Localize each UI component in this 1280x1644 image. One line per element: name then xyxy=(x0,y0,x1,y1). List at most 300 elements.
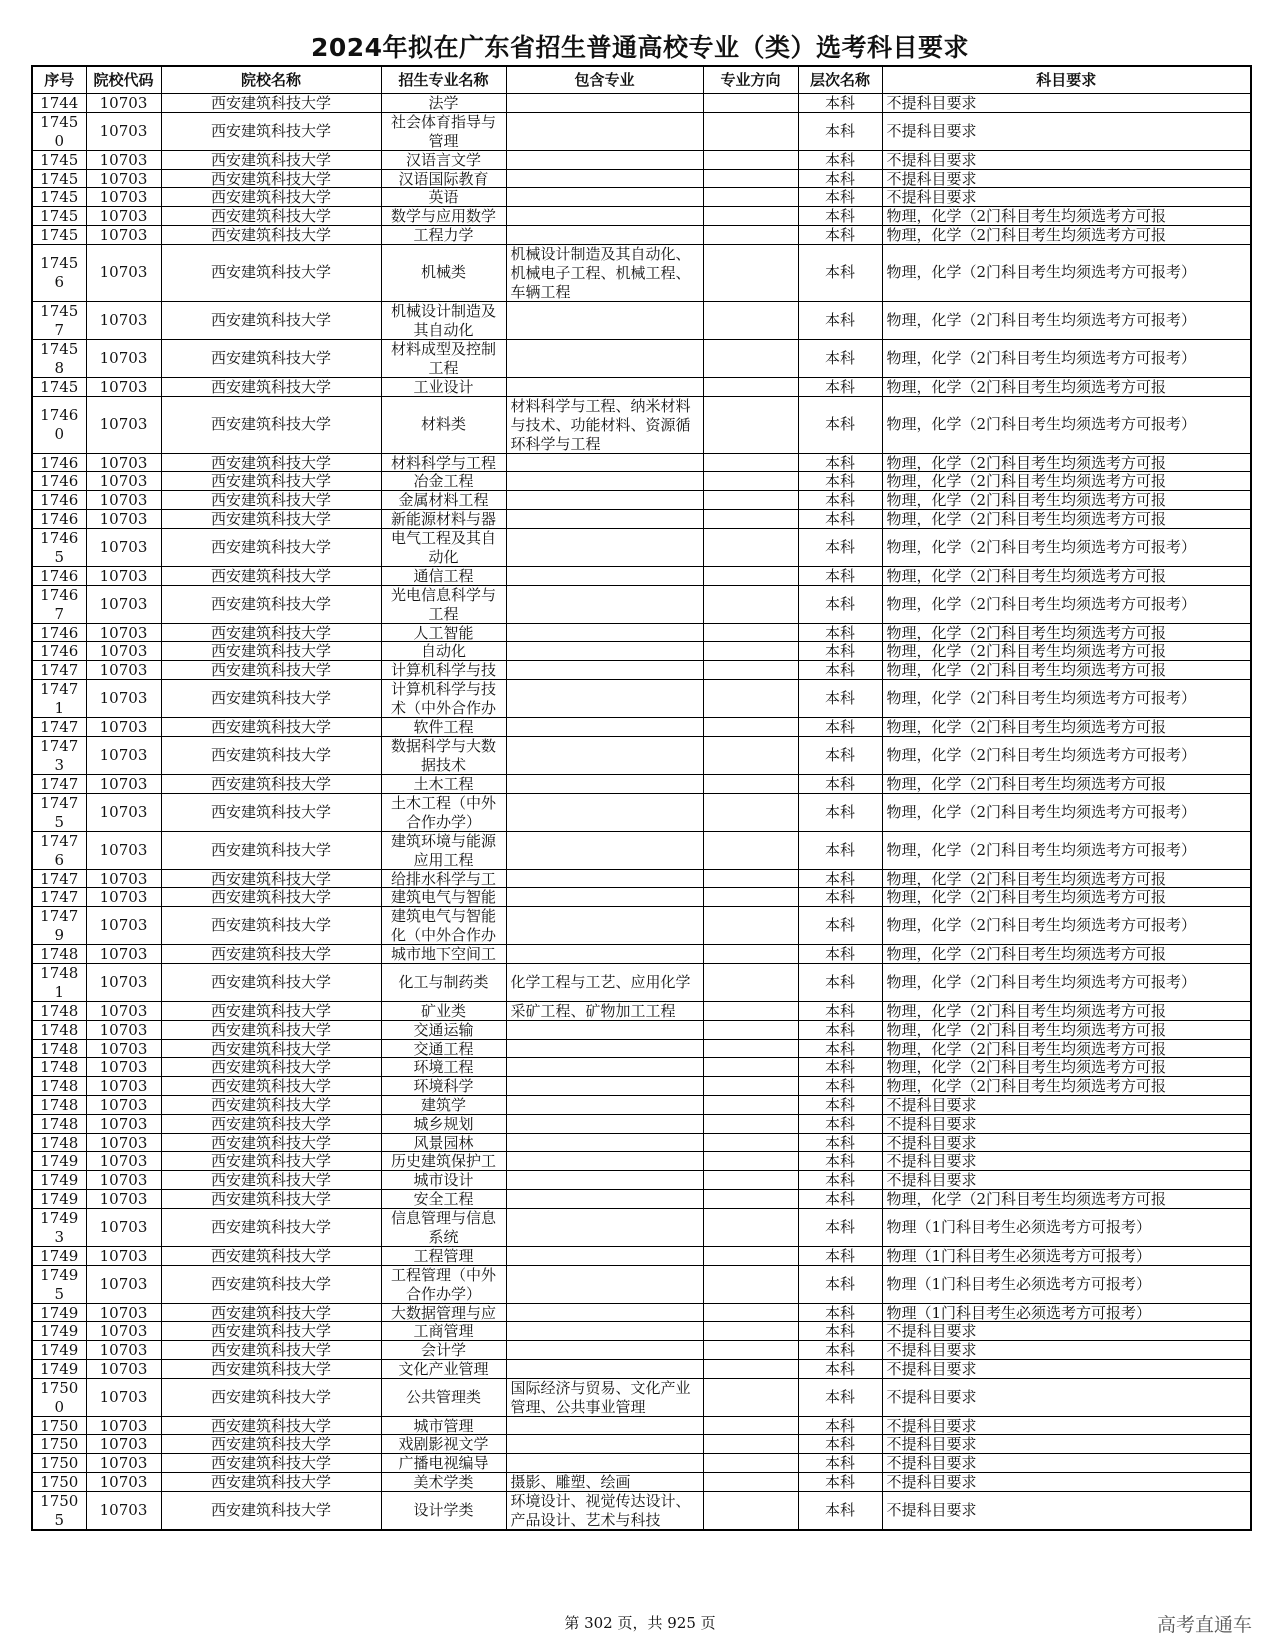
table-cell xyxy=(32,963,86,1001)
cell-text: 数据科学与大数据技术 xyxy=(390,736,496,774)
table-cell xyxy=(32,112,86,150)
table-cell xyxy=(32,1473,86,1492)
cell-text: 本科 xyxy=(824,1416,855,1435)
table-row xyxy=(32,1303,1251,1322)
table-cell xyxy=(86,472,161,491)
table-cell xyxy=(798,207,882,226)
cell-text: 西安建筑科技大学 xyxy=(210,377,331,396)
cell-text: 10703 xyxy=(99,1114,148,1133)
table-cell xyxy=(161,528,381,566)
table-cell xyxy=(161,1359,381,1378)
cell-text: 矿业类 xyxy=(420,1001,466,1020)
table-cell xyxy=(798,1341,882,1360)
table-cell xyxy=(86,301,161,339)
table-cell xyxy=(506,736,703,774)
table-cell xyxy=(798,169,882,188)
table-cell xyxy=(798,831,882,869)
cell-text: 10703 xyxy=(99,377,148,396)
cell-text: 10703 xyxy=(99,94,148,112)
table-cell xyxy=(798,1171,882,1190)
column-header: 专业方向 xyxy=(703,66,798,94)
table-cell xyxy=(32,453,86,472)
cell-text: 新能源材料与器 xyxy=(390,509,496,528)
cell-text: 17458 xyxy=(40,339,79,377)
cell-text: 本科 xyxy=(824,1152,855,1171)
table-cell xyxy=(161,623,381,642)
cell-text: 交通运输 xyxy=(413,1020,474,1039)
cell-text: 建筑环境与能源应用工程 xyxy=(390,831,496,869)
cell-text: 17450 xyxy=(40,112,79,150)
table-cell xyxy=(381,1152,506,1171)
cell-text: 本科 xyxy=(824,802,855,821)
cell-text: 西安建筑科技大学 xyxy=(210,1387,331,1406)
table-row xyxy=(32,453,1251,472)
table-cell xyxy=(798,509,882,528)
cell-text: 本科 xyxy=(824,453,855,472)
table-cell xyxy=(381,1303,506,1322)
table-cell xyxy=(506,1058,703,1077)
table-cell xyxy=(798,1095,882,1114)
table-cell xyxy=(882,528,1251,566)
table-row xyxy=(32,1359,1251,1378)
cell-text: 计算机科学与技 xyxy=(390,661,496,679)
cell-text: 不提科目要求 xyxy=(886,1133,977,1152)
table-cell xyxy=(161,472,381,491)
table-cell xyxy=(32,661,86,680)
cell-text: 本科 xyxy=(824,94,855,112)
cell-text: 10703 xyxy=(99,207,148,225)
table-cell xyxy=(882,717,1251,736)
table-cell xyxy=(86,907,161,945)
table-cell xyxy=(381,774,506,793)
table-cell xyxy=(506,1473,703,1492)
cell-text: 环境设计、视觉传达设计、产品设计、艺术与科技 xyxy=(510,1491,691,1529)
table-row xyxy=(32,736,1251,774)
cell-text: 不提科目要求 xyxy=(886,150,977,169)
cell-text: 西安建筑科技大学 xyxy=(210,472,331,491)
table-row xyxy=(32,831,1251,869)
cell-text: 物理，化学（2门科目考生均须选考方可报 xyxy=(886,869,1167,888)
cell-text: 西安建筑科技大学 xyxy=(210,1189,331,1208)
cell-text: 物理，化学（2门科目考生均须选考方可报 xyxy=(886,225,1167,244)
cell-text: 10703 xyxy=(99,1171,148,1189)
table-cell xyxy=(381,1322,506,1341)
table-cell xyxy=(381,869,506,888)
table-cell xyxy=(506,377,703,396)
table-cell xyxy=(86,207,161,226)
cell-text: 本科 xyxy=(824,745,855,764)
table-cell xyxy=(32,1039,86,1058)
cell-text: 本科 xyxy=(824,169,855,188)
cell-text: 10703 xyxy=(99,1322,148,1341)
table-cell xyxy=(798,472,882,491)
table-cell xyxy=(506,585,703,623)
table-cell xyxy=(798,1378,882,1416)
cell-text: 不提科目要求 xyxy=(886,1341,977,1359)
cell-text: 10703 xyxy=(99,310,148,329)
table-cell xyxy=(86,188,161,207)
table-cell xyxy=(703,1020,798,1039)
table-cell xyxy=(161,1001,381,1020)
table-cell xyxy=(798,1039,882,1058)
cell-text: 环境科学 xyxy=(413,1077,474,1095)
cell-text: 西安建筑科技大学 xyxy=(210,207,331,225)
table-cell xyxy=(882,736,1251,774)
table-cell xyxy=(506,1322,703,1341)
table-row xyxy=(32,774,1251,793)
table-cell xyxy=(32,244,86,301)
table-cell xyxy=(86,793,161,831)
cell-text: 西安建筑科技大学 xyxy=(210,1454,331,1473)
table-cell xyxy=(703,301,798,339)
cell-text: 10703 xyxy=(99,1133,148,1152)
table-cell xyxy=(703,1341,798,1360)
table-cell xyxy=(381,945,506,964)
table-cell xyxy=(32,831,86,869)
cell-text: 物理，化学（2门科目考生均须选考方可报 xyxy=(886,642,1167,661)
table-cell xyxy=(506,207,703,226)
table-cell xyxy=(32,1077,86,1096)
table-cell xyxy=(32,1359,86,1378)
table-cell xyxy=(32,339,86,377)
cell-text: 物理，化学（2门科目考生均须选考方可报考） xyxy=(886,840,1197,859)
table-cell xyxy=(506,491,703,510)
cell-text: 1748 xyxy=(40,1077,79,1095)
table-cell xyxy=(882,1189,1251,1208)
table-cell xyxy=(32,1133,86,1152)
cell-text: 1750 xyxy=(40,1416,79,1435)
cell-text: 建筑学 xyxy=(420,1095,466,1114)
cell-text: 西安建筑科技大学 xyxy=(210,150,331,169)
cell-text: 西安建筑科技大学 xyxy=(210,121,331,140)
table-cell xyxy=(882,585,1251,623)
cell-text: 本科 xyxy=(824,642,855,661)
cell-text: 10703 xyxy=(99,1473,148,1491)
cell-text: 国际经济与贸易、文化产业管理、公共事业管理 xyxy=(510,1378,691,1416)
table-cell xyxy=(882,377,1251,396)
table-cell xyxy=(703,1114,798,1133)
table-cell xyxy=(32,169,86,188)
cell-text: 材料成型及控制工程 xyxy=(390,339,496,377)
table-row xyxy=(32,1058,1251,1077)
table-cell xyxy=(798,1133,882,1152)
cell-text: 不提科目要求 xyxy=(886,1095,977,1114)
cell-text: 17467 xyxy=(40,585,79,623)
cell-text: 1745 xyxy=(40,207,79,225)
table-cell xyxy=(381,963,506,1001)
table-cell xyxy=(161,377,381,396)
cell-text: 物理，化学（2门科目考生均须选考方可报 xyxy=(886,774,1167,793)
table-cell xyxy=(32,1246,86,1265)
table-cell xyxy=(32,1341,86,1360)
cell-text: 城市管理 xyxy=(413,1416,474,1435)
cell-text: 数学与应用数学 xyxy=(390,207,496,225)
cell-text: 西安建筑科技大学 xyxy=(210,537,331,556)
table-cell xyxy=(882,945,1251,964)
cell-text: 不提科目要求 xyxy=(886,1435,977,1454)
cell-text: 西安建筑科技大学 xyxy=(210,453,331,472)
table-cell xyxy=(32,888,86,907)
table-cell xyxy=(882,491,1251,510)
table-cell xyxy=(86,945,161,964)
cell-text: 建筑电气与智能化（中外合作办 xyxy=(390,907,496,945)
cell-text: 物理（1门科目考生必须选考方可报考） xyxy=(886,1274,1152,1293)
column-header: 序号 xyxy=(32,66,86,94)
table-cell xyxy=(703,1265,798,1303)
cell-text: 西安建筑科技大学 xyxy=(210,661,331,679)
table-cell xyxy=(506,1189,703,1208)
table-cell xyxy=(703,225,798,244)
table-cell xyxy=(506,566,703,585)
table-cell xyxy=(381,1491,506,1530)
table-cell xyxy=(161,1095,381,1114)
table-cell xyxy=(161,661,381,680)
table-cell xyxy=(86,1020,161,1039)
table-cell xyxy=(703,1416,798,1435)
table-cell xyxy=(703,1359,798,1378)
cell-text: 不提科目要求 xyxy=(886,1152,977,1171)
cell-text: 本科 xyxy=(824,491,855,509)
cell-text: 土木工程（中外合作办学） xyxy=(390,793,496,831)
table-cell xyxy=(882,1303,1251,1322)
table-cell xyxy=(86,1303,161,1322)
cell-text: 17475 xyxy=(40,793,79,831)
table-cell xyxy=(798,623,882,642)
table-cell xyxy=(882,1095,1251,1114)
table-cell xyxy=(161,1491,381,1530)
cell-text: 物理，化学（2门科目考生均须选考方可报考） xyxy=(886,745,1197,764)
table-cell xyxy=(703,1039,798,1058)
cell-text: 西安建筑科技大学 xyxy=(210,491,331,509)
table-cell xyxy=(381,1077,506,1096)
table-cell xyxy=(798,1189,882,1208)
table-cell xyxy=(381,642,506,661)
table-cell xyxy=(882,623,1251,642)
table-cell xyxy=(381,453,506,472)
table-row xyxy=(32,301,1251,339)
table-cell xyxy=(161,509,381,528)
table-cell xyxy=(703,339,798,377)
table-cell xyxy=(798,1491,882,1530)
table-cell xyxy=(381,150,506,169)
table-cell xyxy=(32,1322,86,1341)
table-cell xyxy=(703,1473,798,1492)
table-cell xyxy=(506,1435,703,1454)
table-cell xyxy=(798,94,882,113)
cell-text: 西安建筑科技大学 xyxy=(210,1500,331,1519)
cell-text: 10703 xyxy=(99,869,148,888)
cell-text: 17476 xyxy=(40,831,79,869)
cell-text: 本科 xyxy=(824,1387,855,1406)
cell-text: 本科 xyxy=(824,121,855,140)
cell-text: 西安建筑科技大学 xyxy=(210,869,331,888)
cell-text: 不提科目要求 xyxy=(886,169,977,188)
cell-text: 城市地下空间工 xyxy=(390,945,496,963)
cell-text: 1748 xyxy=(40,1095,79,1114)
cell-text: 英语 xyxy=(428,188,459,207)
table-cell xyxy=(32,736,86,774)
table-cell xyxy=(32,472,86,491)
cell-text: 西安建筑科技大学 xyxy=(210,916,331,935)
table-row xyxy=(32,1133,1251,1152)
table-cell xyxy=(161,1133,381,1152)
table-cell xyxy=(882,94,1251,113)
table-row xyxy=(32,207,1251,226)
cell-text: 1746 xyxy=(40,566,79,585)
table-header-row xyxy=(32,66,1251,94)
cell-text: 物理，化学（2门科目考生均须选考方可报考） xyxy=(886,537,1197,556)
table-cell xyxy=(381,1133,506,1152)
table-cell xyxy=(161,963,381,1001)
cell-text: 工程管理（中外合作办学） xyxy=(390,1265,496,1303)
table-cell xyxy=(703,1435,798,1454)
column-header: 包含专业 xyxy=(506,66,703,94)
cell-text: 西安建筑科技大学 xyxy=(210,415,331,434)
cell-text: 1750 xyxy=(40,1473,79,1491)
table-cell xyxy=(32,623,86,642)
table-cell xyxy=(882,1077,1251,1096)
table-cell xyxy=(882,225,1251,244)
table-cell xyxy=(161,869,381,888)
table-cell xyxy=(32,1435,86,1454)
table-cell xyxy=(703,1322,798,1341)
cell-text: 西安建筑科技大学 xyxy=(210,1039,331,1058)
table-cell xyxy=(798,225,882,244)
table-cell xyxy=(882,396,1251,453)
table-cell xyxy=(882,453,1251,472)
table-cell xyxy=(882,661,1251,680)
table-cell xyxy=(882,169,1251,188)
table-row xyxy=(32,1473,1251,1492)
table-cell xyxy=(703,150,798,169)
table-cell xyxy=(506,453,703,472)
table-cell xyxy=(506,1265,703,1303)
table-cell xyxy=(381,301,506,339)
table-cell xyxy=(882,472,1251,491)
cell-text: 本科 xyxy=(824,1001,855,1020)
cell-text: 1748 xyxy=(40,1133,79,1152)
table-cell xyxy=(882,1246,1251,1265)
table-cell xyxy=(161,1058,381,1077)
cell-text: 本科 xyxy=(824,472,855,491)
cell-text: 1744 xyxy=(40,94,79,112)
table-cell xyxy=(882,150,1251,169)
cell-text: 西安建筑科技大学 xyxy=(210,972,331,991)
table-cell xyxy=(506,301,703,339)
cell-text: 材料类 xyxy=(420,415,466,434)
table-cell xyxy=(703,491,798,510)
cell-text: 物理，化学（2门科目考生均须选考方可报 xyxy=(886,888,1167,907)
table-cell xyxy=(381,1265,506,1303)
table-cell xyxy=(381,1020,506,1039)
table-cell xyxy=(506,112,703,150)
cell-text: 西安建筑科技大学 xyxy=(210,1152,331,1171)
table-cell xyxy=(86,339,161,377)
column-header: 层次名称 xyxy=(798,66,882,94)
cell-text: 10703 xyxy=(99,1217,148,1236)
table-row xyxy=(32,888,1251,907)
table-row xyxy=(32,1378,1251,1416)
table-row xyxy=(32,1491,1251,1530)
table-cell xyxy=(381,717,506,736)
table-cell xyxy=(882,1359,1251,1378)
cell-text: 金属材料工程 xyxy=(398,491,489,509)
cell-text: 戏剧影视文学 xyxy=(398,1435,489,1454)
table-cell xyxy=(32,1189,86,1208)
table-cell xyxy=(161,945,381,964)
cell-text: 摄影、雕塑、绘画 xyxy=(510,1473,631,1491)
table-cell xyxy=(381,1454,506,1473)
table-cell xyxy=(32,1491,86,1530)
table-cell xyxy=(882,869,1251,888)
cell-text: 本科 xyxy=(824,310,855,329)
table-cell xyxy=(86,623,161,642)
cell-text: 西安建筑科技大学 xyxy=(210,1217,331,1236)
table-cell xyxy=(86,169,161,188)
table-cell xyxy=(703,869,798,888)
table-cell xyxy=(506,888,703,907)
table-cell xyxy=(381,1473,506,1492)
cell-text: 材料科学与工程、纳米材料与技术、功能材料、资源循环科学与工程 xyxy=(510,396,691,453)
cell-text: 物理，化学（2门科目考生均须选考方可报 xyxy=(886,1039,1167,1058)
cell-text: 西安建筑科技大学 xyxy=(210,1359,331,1378)
cell-text: 物理，化学（2门科目考生均须选考方可报考） xyxy=(886,348,1197,367)
table-cell xyxy=(506,869,703,888)
table-cell xyxy=(161,301,381,339)
table-cell xyxy=(86,1208,161,1246)
table-cell xyxy=(32,150,86,169)
table-row xyxy=(32,528,1251,566)
table-cell xyxy=(703,1491,798,1530)
table-row xyxy=(32,1246,1251,1265)
cell-text: 10703 xyxy=(99,945,148,963)
table-cell xyxy=(882,188,1251,207)
table-cell xyxy=(161,831,381,869)
table-cell xyxy=(381,225,506,244)
table-cell xyxy=(86,831,161,869)
cell-text: 10703 xyxy=(99,623,148,642)
cell-text: 物理，化学（2门科目考生均须选考方可报考） xyxy=(886,802,1197,821)
cell-text: 1746 xyxy=(40,509,79,528)
table-cell xyxy=(506,1114,703,1133)
table-cell xyxy=(506,661,703,680)
cell-text: 西安建筑科技大学 xyxy=(210,945,331,963)
cell-text: 美术学类 xyxy=(413,1473,474,1491)
cell-text: 本科 xyxy=(824,1500,855,1519)
table-cell xyxy=(381,679,506,717)
table-cell xyxy=(882,1208,1251,1246)
table-cell xyxy=(32,1378,86,1416)
table-cell xyxy=(381,1359,506,1378)
table-cell xyxy=(798,793,882,831)
cell-text: 建筑电气与智能 xyxy=(390,888,496,907)
cell-text: 10703 xyxy=(99,188,148,207)
table-cell xyxy=(703,888,798,907)
cell-text: 10703 xyxy=(99,717,148,736)
cell-text: 电气工程及其自动化 xyxy=(390,528,496,566)
table-row xyxy=(32,377,1251,396)
table-cell xyxy=(506,1171,703,1190)
cell-text: 本科 xyxy=(824,1095,855,1114)
table-cell xyxy=(506,907,703,945)
table-cell xyxy=(32,1058,86,1077)
column-header: 院校代码 xyxy=(86,66,161,94)
table-cell xyxy=(798,1454,882,1473)
table-cell xyxy=(703,963,798,1001)
cell-text: 机械类 xyxy=(420,263,466,282)
table-cell xyxy=(798,1416,882,1435)
cell-text: 西安建筑科技大学 xyxy=(210,745,331,764)
